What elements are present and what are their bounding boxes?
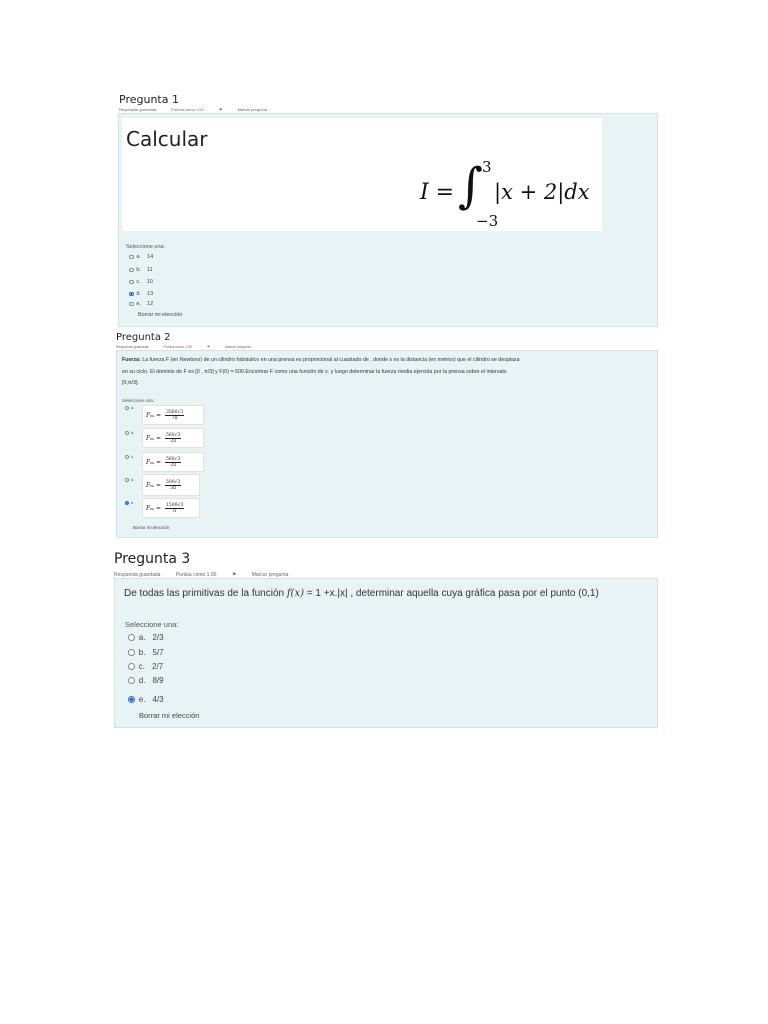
fraction	[165, 433, 181, 444]
flag-icon: ⚑	[231, 572, 237, 578]
q2-flag-link[interactable]: ⚑ Marcar pregunta	[206, 345, 251, 349]
q3-select-label: Seleccione una:	[125, 620, 179, 629]
force-subscript: m	[150, 412, 154, 418]
force-symbol: F	[146, 434, 151, 442]
option-letter: e.	[138, 695, 146, 704]
q3-clear-choice[interactable]: Borrar mi elección	[139, 711, 200, 720]
q3-title: Pregunta 3	[114, 551, 191, 567]
option-text: 8/9	[152, 676, 164, 685]
q2-meta	[116, 345, 279, 349]
fraction-denominator: 3π	[170, 485, 177, 491]
q2-line3: [0,π/3].	[122, 380, 139, 386]
option-letter: a.	[136, 254, 142, 260]
q2-option-formula	[142, 405, 204, 425]
q3-option-d[interactable]	[128, 676, 164, 685]
q2-option-formula	[142, 452, 204, 472]
q2-option-b[interactable]	[125, 430, 134, 435]
force-symbol: F	[146, 504, 151, 512]
q1-option-a[interactable]	[129, 254, 153, 260]
q2-option-a[interactable]	[125, 405, 134, 410]
option-letter: c.	[136, 279, 141, 285]
q3-flag-link[interactable]: ⚑ Marcar pregunta	[231, 572, 289, 578]
equals-sign: =	[155, 481, 161, 489]
radio-button[interactable]	[129, 268, 134, 273]
option-letter: a.	[138, 633, 146, 642]
force-symbol: F	[146, 458, 151, 466]
fraction-numerator: 1500√3	[166, 502, 184, 508]
fraction	[165, 480, 181, 491]
radio-button[interactable]	[128, 649, 135, 656]
radio-button[interactable]	[128, 663, 135, 670]
integral-sign: ∫	[458, 158, 484, 214]
q3-option-a[interactable]	[128, 633, 164, 642]
q2-option-formula	[142, 428, 204, 448]
radio-button[interactable]	[129, 292, 134, 297]
radio-button[interactable]	[129, 255, 134, 260]
equals-sign: =	[155, 434, 161, 442]
radio-button[interactable]	[125, 501, 129, 505]
fraction-denominator: 2π	[170, 438, 177, 444]
option-text: 11	[147, 267, 153, 273]
flag-icon: ⚑	[206, 345, 211, 349]
option-letter: a.	[131, 405, 135, 410]
q3-status: Respuesta guardada	[114, 572, 161, 578]
q2-option-c[interactable]	[125, 454, 134, 459]
force-symbol: F	[146, 411, 151, 419]
q2-select-label: Seleccione una:	[122, 398, 155, 403]
q2-bold-label: Fuerza:	[122, 357, 141, 363]
q2-status: Respuesta guardada	[116, 345, 149, 349]
fraction	[165, 410, 184, 421]
q2-score: Puntúa como 1,00	[163, 345, 192, 349]
q2-option-formula	[142, 498, 200, 518]
radio-button[interactable]	[125, 478, 129, 482]
q1-meta	[119, 107, 295, 112]
equals-sign: =	[155, 458, 161, 466]
option-letter: e.	[131, 500, 135, 505]
calcular-text: Calcular	[126, 127, 208, 151]
q2-line2: en su ciclo. El dominio de F es [0 , π/3] y F(0) = 500.Encontrar F como una función de x. y luego determinar la fuerza media ejercida por la prensa sobre el intervalo	[122, 368, 507, 375]
q1-option-b[interactable]	[129, 267, 153, 273]
q2-option-e[interactable]	[125, 500, 134, 505]
equals-sign: =	[155, 504, 161, 512]
option-letter: e.	[136, 301, 142, 307]
q3-text-end: = 1 +x.|x| , determinar aquella cuya gráfica pasa por el punto (0,1)	[304, 588, 599, 599]
option-letter: c.	[131, 454, 135, 459]
option-text: 5/7	[152, 648, 164, 657]
q3-option-b[interactable]	[128, 648, 164, 657]
q3-text-start: De todas las primitivas de la función	[124, 588, 287, 599]
q1-title: Pregunta 1	[119, 93, 179, 106]
integral-formula	[420, 158, 602, 230]
q1-clear-choice[interactable]: Borrar mi elección	[138, 312, 183, 318]
q3-option-c[interactable]	[128, 662, 163, 671]
integral-lower: −3	[476, 212, 499, 230]
q1-option-c[interactable]	[129, 279, 153, 285]
fraction-numerator: 560√3	[166, 432, 181, 438]
fraction-denominator: 2π	[170, 462, 177, 468]
option-letter: b.	[138, 648, 146, 657]
q1-flag-link[interactable]: ⚑ Marcar pregunta	[218, 107, 267, 112]
option-text: 14	[147, 254, 154, 260]
option-letter: d.	[136, 291, 142, 297]
q1-score: Puntúa como 1,00	[171, 107, 204, 112]
option-text: 12	[147, 301, 154, 307]
radio-button[interactable]	[125, 431, 129, 435]
force-subscript: m	[150, 459, 154, 465]
fraction-numerator: 500√3	[166, 479, 181, 485]
q1-option-e[interactable]	[129, 301, 153, 307]
fraction-denominator: 7π	[171, 415, 178, 421]
option-text: 4/3	[152, 695, 164, 704]
q2-title: Pregunta 2	[116, 332, 171, 343]
option-text: 2/3	[152, 633, 164, 642]
option-text: 2/7	[152, 662, 164, 671]
radio-button[interactable]	[125, 455, 129, 459]
radio-button[interactable]	[128, 634, 135, 641]
fraction	[165, 457, 181, 468]
q3-function-fx: f(x)	[286, 588, 305, 599]
q3-option-e[interactable]	[128, 695, 164, 704]
force-subscript: m	[150, 482, 154, 488]
option-text: 10	[146, 279, 153, 285]
integrand: |x + 2|dx	[494, 180, 590, 204]
q3-panel	[114, 578, 658, 728]
equals-sign: =	[155, 411, 161, 419]
force-subscript: m	[150, 435, 154, 441]
option-letter: d.	[131, 477, 135, 482]
fraction-numerator: 3560√3	[166, 409, 184, 415]
radio-button[interactable]	[129, 302, 134, 307]
option-letter: d.	[138, 676, 146, 685]
force-subscript: m	[150, 505, 154, 511]
q1-option-d[interactable]	[129, 291, 153, 297]
integral-upper: 3	[482, 158, 492, 176]
q1-formula-image	[122, 118, 602, 231]
fraction	[165, 503, 184, 514]
force-symbol: F	[146, 481, 151, 489]
fraction-numerator: 560√3	[166, 456, 181, 462]
q3-score: Puntúa como 1,00	[175, 572, 217, 578]
q2-clear-choice[interactable]: Borrar mi elección	[133, 525, 170, 530]
radio-button[interactable]	[128, 696, 135, 703]
radio-button[interactable]	[129, 280, 134, 285]
option-text: 13	[147, 291, 154, 297]
option-letter: c.	[138, 662, 146, 671]
option-letter: b.	[136, 267, 142, 273]
q2-option-d[interactable]	[125, 477, 134, 482]
q1-status: Respuesta guardada	[119, 107, 157, 112]
radio-button[interactable]	[128, 677, 135, 684]
formula-lhs: I =	[420, 180, 455, 205]
radio-button[interactable]	[125, 406, 129, 410]
fraction-denominator: π	[173, 508, 177, 514]
q2-option-formula	[142, 474, 200, 496]
q3-question-text	[124, 588, 599, 599]
option-letter: b.	[131, 430, 135, 435]
q1-select-label: Seleccione una:	[126, 244, 166, 250]
flag-icon: ⚑	[218, 107, 223, 112]
q2-line1: La fuerza F (en Newtons) de un cilindro hidráulico en una prensa es proporcional al cuadrado de , donde x es la distancia (en metros) que el cilindro se desplaza	[142, 357, 520, 363]
q2-question-text	[122, 355, 654, 390]
